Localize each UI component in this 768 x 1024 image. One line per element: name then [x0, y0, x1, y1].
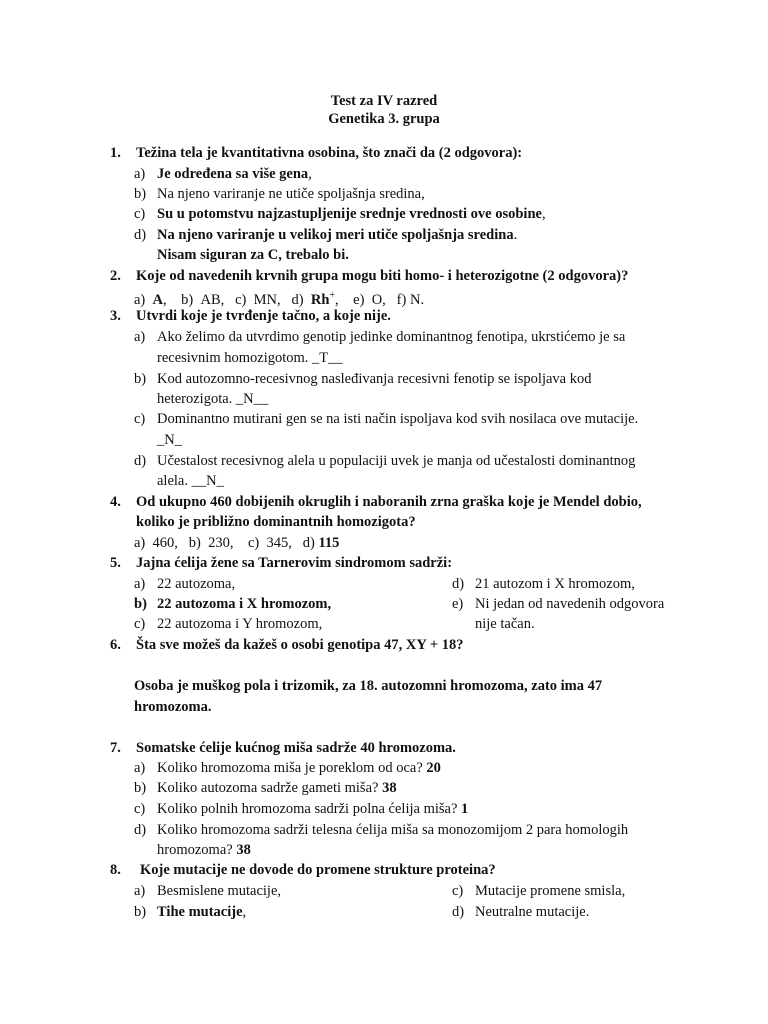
q6-answer-cont: hromozoma. [134, 699, 212, 715]
document-title: Test za IV razred [330, 93, 438, 109]
q2-options: a) A, b) AB, c) MN, d) Rh+, e) O, f) N. [134, 290, 425, 308]
document-page: Test za IV razred Genetika 3. grupa 1. Težina tela je kvantitativna osobina, što znači da (2 odgovora): a) Je određena sa više gena, b) Na njeno variranje ne utiče spoljašnja sredina, c) Su u potomstvu najzastupljenije srednje vrednosti ove osobine, d) Na njeno variranje u velikoj meri utiče spoljašnja sredina. Nisam siguran za C, trebalo bi. 2. Koje od navedenih krvnih grupa mogu biti homo- i heterozigotne (2 odgovora)? a) A, b) AB, c) MN, d) Rh+, e) O, f) N. 3. Utvrdi koje je tvrđenje tačno, a koje nije. a) Ako želimo da utvrdimo genotip jedinke dominantnog fenotipa, ukrstićemo je sa recesivnim homozigotom. _T__ b) Kod autozomno-recesivnog nasleđivanja recesivni fenotip se ispoljava kod heterozigota. _N__ c) Dominantno mutirani gen se na isti način ispoljava kod svih nosilaca ove mutacije. _N_ d) Učestalost recesivnog alela u populaciji uvek je manja od učestalosti dominantnog alela. __N_ 4. Od ukupno 460 dobijenih okruglih i naboranih zrna graška koje je Mendel dobio, koliko je približno dominantnih homozigota? a) 460, b) 230, c) 345, d) 115 5. Jajna ćelija žene sa Tarnerovim sindromom sadrži: a) 22 autozoma, b) 22 autozoma i X hromozom, c) 22 autozoma i Y hromozom, d) 21 autozom i X hromozom, e) Ni jedan od navedenih odgovora nije tačan. 6. Šta sve možeš da kažeš o osobi genotipa 47, XY + 18? Osoba je muškog pola i trizomik, za 18. autozomni hromozoma, zato ima 47 hromozoma. 7. Somatske ćelije kućnog miša sadrže 40 hromozoma. a) Koliko hromozoma miša je poreklom od oca? 20 b) Koliko autozoma sadrže gameti miša? 38 c) Koliko polnih hromozoma sadrži polna ćelija miša? 1 d) Koliko hromozoma sadrži telesna ćelija miša sa monozomijom 2 para homologih hromozoma? 38 8. Koje mutacije ne dovode do promene strukture proteina? a) Besmislene mutacije, b) Tihe mutacije, c) Mutacije promene smisla, d) Neutralne mutacije. [0, 0, 768, 1024]
q4-options: a) 460, b) 230, c) 345, d) 115 [134, 535, 340, 551]
q1-note: Nisam siguran za C, trebalo bi. [157, 247, 349, 263]
q6-answer: Osoba je muškog pola i trizomik, za 18. autozomni hromozoma, zato ima 47 [134, 678, 603, 694]
document-subtitle: Genetika 3. grupa [328, 111, 440, 127]
